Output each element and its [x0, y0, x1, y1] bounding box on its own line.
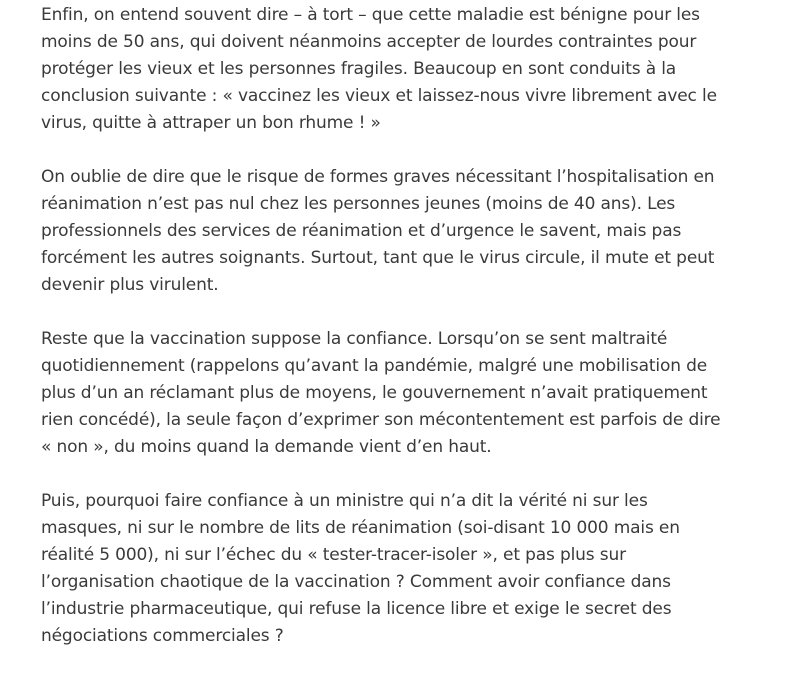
- article-body: [41, 2, 731, 677]
- paragraph-2: On oublie de dire que le risque de formes graves nécessitant l’hospitalisation en réanimation n’est pas nul chez les personnes jeunes (moins de 40 ans). Les professionnels des services de réanimation et d’urgence le savent, mais pas forcément les autres soignants. Surtout, tant que le virus circule, il mute et peut devenir plus virulent.: [41, 167, 715, 295]
- paragraph-3: Reste que la vaccination suppose la confiance. Lorsqu’on se sent maltraité quotidiennement (rappelons qu’avant la pandémie, malgré une mobilisation de plus d’un an réclamant plus de moyens, le gouvernement n’avait pratiquement rien concédé), la seule façon d’exprimer son mécontentement est parfois de dire « non », du moins quand la demande vient d’en haut.: [41, 329, 721, 457]
- paragraph-1: Enfin, on entend souvent dire – à tort – que cette maladie est bénigne pour les moins de 50 ans, qui doivent néanmoins accepter de lourdes contraintes pour protéger les vieux et les personnes fragiles. Beaucoup en sont conduits à la conclusion suivante : « vaccinez les vieux et laissez-nous vivre librement avec le virus, quitte à attraper un bon rhume ! »: [41, 5, 717, 133]
- paragraph-4: Puis, pourquoi faire confiance à un ministre qui n’a dit la vérité ni sur les masques, ni sur le nombre de lits de réanimation (soi-disant 10 000 mais en réalité 5 000), ni sur l’échec du « tester-tracer-isoler », et pas plus sur l’organisation chaotique de la vaccination ? Comment avoir confiance dans l’industrie pharmaceutique, qui refuse la licence libre et exige le secret des négociations commerciales ?: [41, 491, 680, 646]
